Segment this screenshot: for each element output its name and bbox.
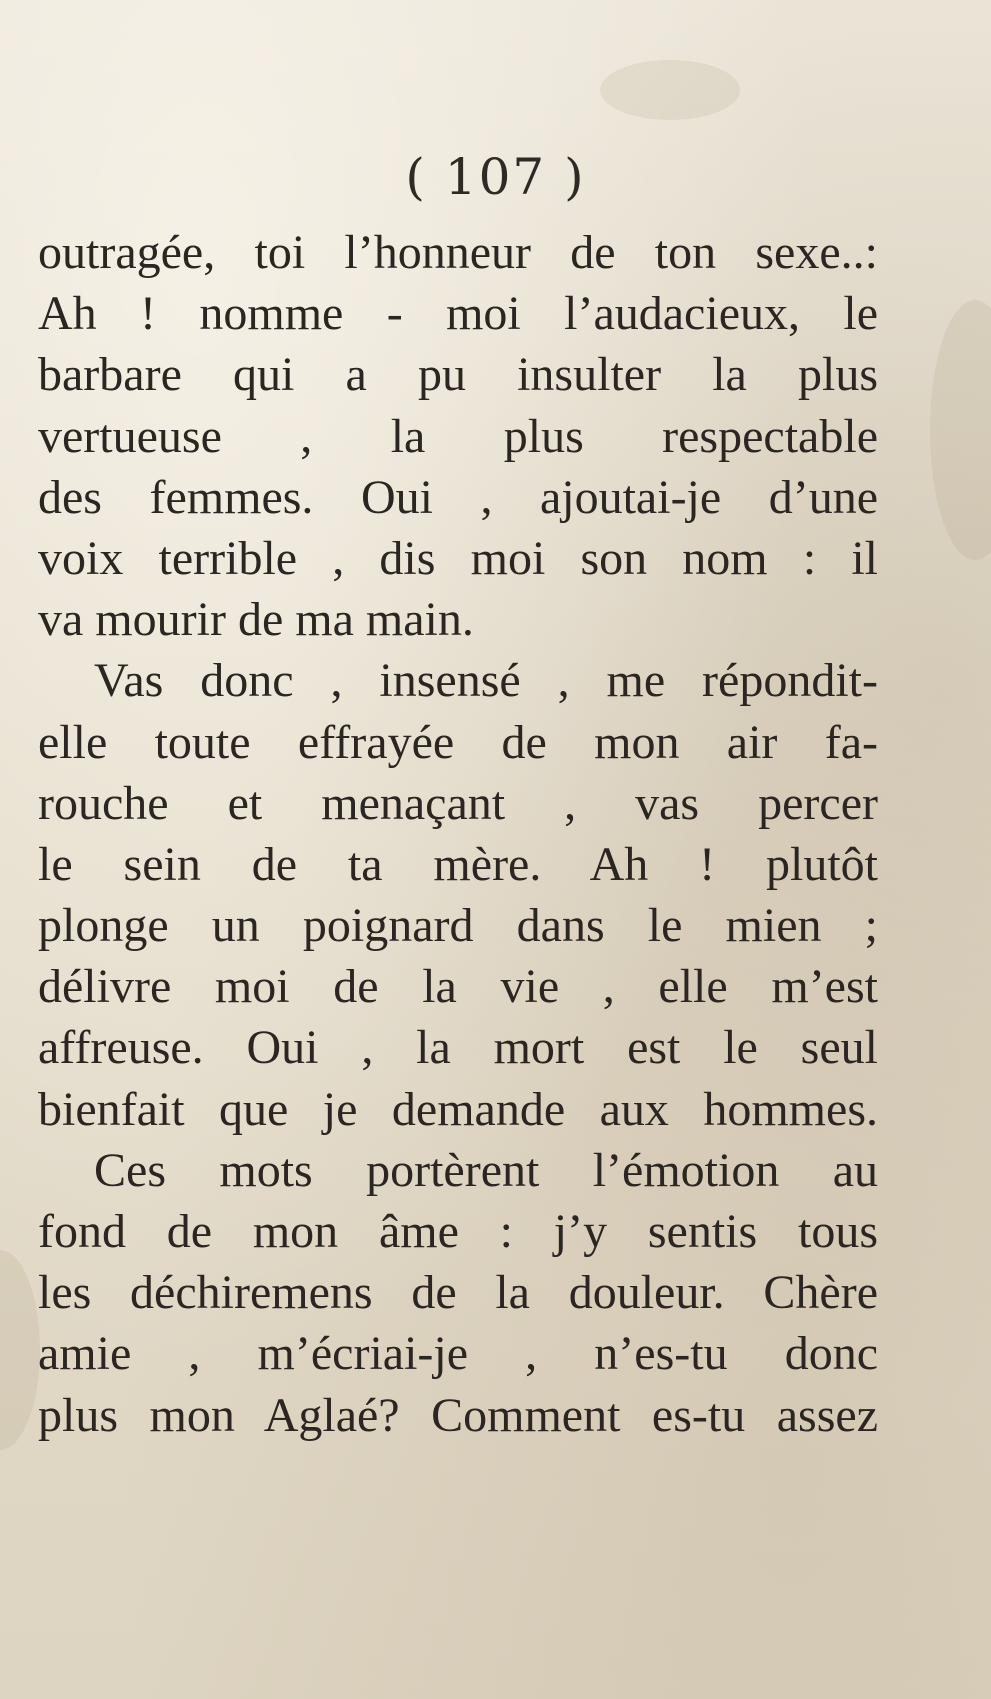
text-line: bienfait que je demande aux hommes.: [38, 1082, 878, 1136]
page-number: ( 107 ): [405, 148, 586, 206]
text-line: délivre moi de la vie , elle m’est: [38, 960, 878, 1014]
text-line: voix terrible , dis moi son nom : il: [38, 531, 878, 585]
text-line: Vas donc , insensé , me répondit-: [94, 654, 878, 708]
text-line: affreuse. Oui , la mort est le seul: [38, 1021, 878, 1075]
body-text: [38, 222, 878, 1446]
text-line: plus mon Aglaé? Comment es-tu assez: [38, 1388, 878, 1442]
text-line: les déchiremens de la douleur. Chère: [38, 1266, 878, 1320]
paper-stain: [0, 1250, 40, 1450]
text-line: outragée, toi l’honneur de ton sexe..:: [38, 226, 878, 279]
text-line: plonge un poignard dans le mien ;: [38, 899, 878, 953]
paper-stain: [600, 60, 740, 120]
text-line: rouche et menaçant , vas percer: [38, 776, 878, 830]
text-line: amie , m’écriai-je , n’es-tu donc: [38, 1327, 878, 1381]
text-line: fond de mon âme : j’y sentis tous: [38, 1205, 878, 1258]
text-line: le sein de ta mère. Ah ! plutôt: [38, 837, 878, 891]
text-line: elle toute effrayée de mon air fa-: [38, 715, 878, 769]
text-line: Ces mots portèrent l’émotion au: [94, 1143, 878, 1197]
text-line: Ah ! nomme - moi l’audacieux, le: [38, 287, 878, 341]
text-line: vertueuse , la plus respectable: [38, 409, 878, 463]
text-line: barbare qui a pu insulter la plus: [38, 348, 878, 402]
text-line: des femmes. Oui , ajoutai-je d’une: [38, 470, 878, 524]
paper-stain: [930, 300, 991, 560]
text-line: va mourir de ma main.: [38, 593, 474, 647]
